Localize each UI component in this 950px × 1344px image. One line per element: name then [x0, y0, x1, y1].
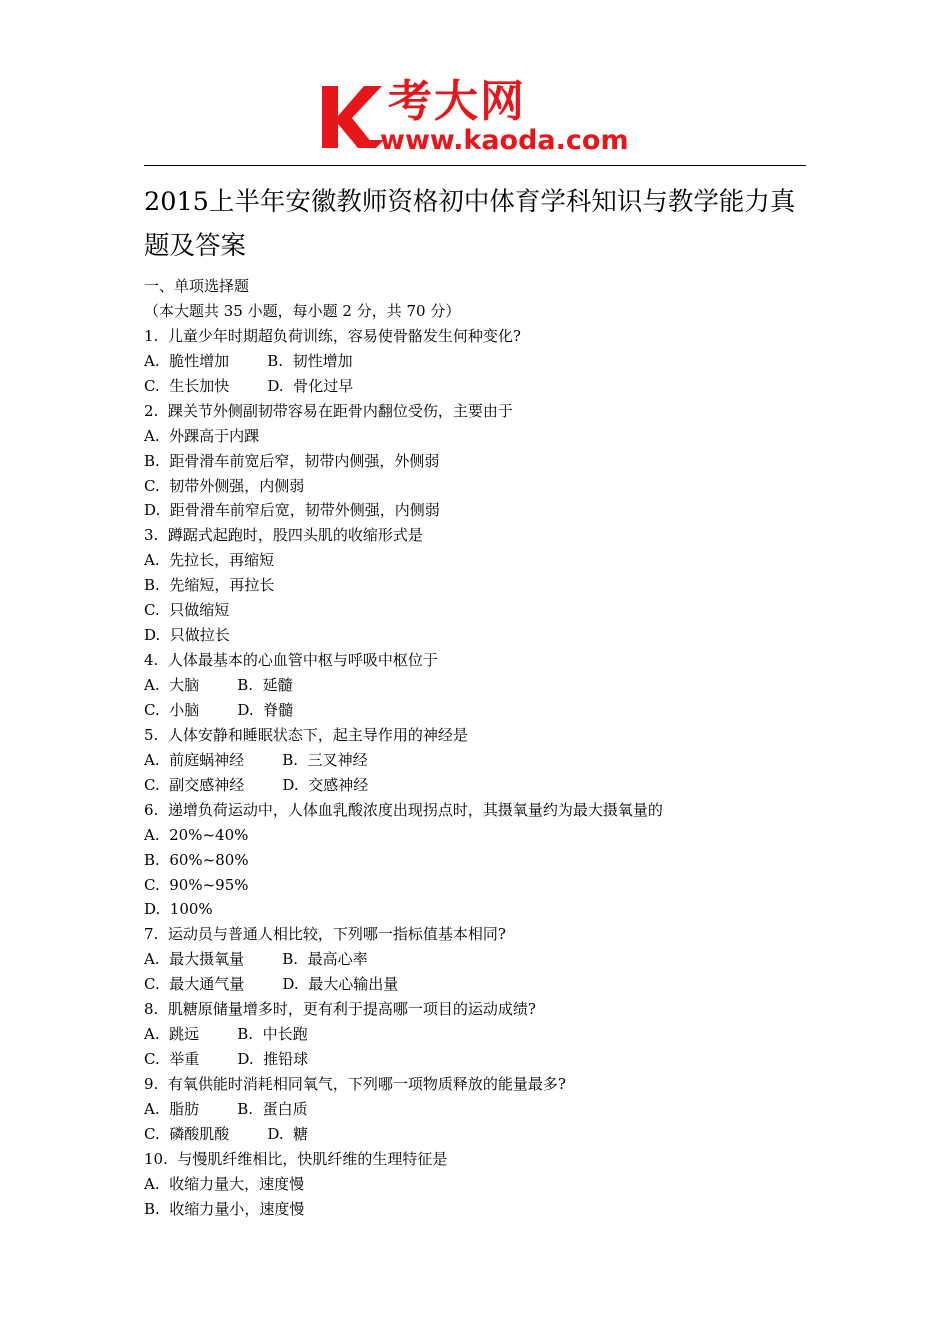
section-heading: 一、单项选择题 — [144, 277, 250, 295]
answer-option: A. 大脑 B. 延髓 — [144, 676, 293, 694]
answer-option: D. 100% — [144, 900, 213, 919]
answer-option: C. 生长加快 D. 骨化过早 — [144, 376, 354, 395]
section-note: （本大题共 35 小题，每小题 2 分，共 70 分） — [144, 301, 461, 320]
answer-option: C. 副交感神经 D. 交感神经 — [144, 775, 369, 794]
question-stem: 2. 踝关节外侧副韧带容易在距骨内翻位受伤，主要由于 — [144, 401, 513, 420]
answer-option: A. 跳远 B. 中长跑 — [144, 1025, 308, 1044]
page-title: 2015上半年安徽教师资格初中体育学科知识与教学能力真题及答案 — [144, 187, 796, 261]
answer-option: A. 脆性增加 B. 韧性增加 — [144, 351, 353, 370]
answer-option: C. 韧带外侧强，内侧弱 — [144, 476, 305, 495]
k-logo-icon — [318, 78, 388, 152]
question-stem: 5. 人体安静和睡眠状态下，起主导作用的神经是 — [144, 725, 468, 744]
answer-option: C. 小脑 D. 脊髓 — [144, 700, 294, 719]
answer-option: A. 20%~40% — [144, 825, 249, 844]
question-stem: 10. 与慢肌纤维相比，快肌纤维的生理特征是 — [144, 1149, 448, 1168]
question-stem: 6. 递增负荷运动中，人体血乳酸浓度出现拐点时，其摄氧量约为最大摄氧量的 — [144, 800, 663, 819]
answer-option: A. 前庭蜗神经 B. 三叉神经 — [144, 750, 368, 769]
answer-option: D. 距骨滑车前窄后宽，韧带外侧强，内侧弱 — [144, 501, 440, 520]
question-stem: 1. 儿童少年时期超负荷训练，容易使骨骼发生何种变化? — [144, 326, 521, 345]
question-stem: 9. 有氧供能时消耗相同氧气，下列哪一项物质释放的能量最多? — [144, 1075, 566, 1093]
answer-option: A. 脂肪 B. 蛋白质 — [144, 1099, 308, 1118]
answer-option: C. 最大通气量 D. 最大心输出量 — [144, 975, 399, 994]
answer-option: B. 距骨滑车前宽后窄，韧带内侧强，外侧弱 — [144, 451, 440, 470]
question-stem: 7. 运动员与普通人相比较，下列哪一指标值基本相同? — [144, 925, 506, 944]
question-stem: 4. 人体最基本的心血管中枢与呼吸中枢位于 — [144, 651, 438, 670]
answer-option: C. 举重 D. 推铅球 — [144, 1050, 309, 1069]
logo-chinese-text: 考大网 — [388, 76, 526, 127]
question-stem: 8. 肌糖原储量增多时，更有利于提高哪一项目的运动成绩? — [144, 1000, 536, 1019]
answer-option: A. 先拉长，再缩短 — [144, 551, 275, 570]
answer-option: B. 先缩短，再拉长 — [144, 576, 275, 595]
answer-option: A. 外踝高于内踝 — [144, 426, 260, 445]
answer-option: C. 90%~95% — [144, 875, 249, 894]
answer-option: B. 60%~80% — [144, 850, 249, 869]
question-list — [144, 274, 824, 1222]
logo-url-text: www.kaoda.com — [380, 125, 629, 156]
answer-option: A. 最大摄氧量 B. 最高心率 — [144, 950, 368, 969]
kaoda-logo — [318, 78, 638, 160]
question-stem: 3. 蹲踞式起跑时，股四头肌的收缩形式是 — [144, 526, 423, 545]
answer-option: B. 收缩力量小，速度慢 — [144, 1199, 305, 1218]
answer-option: C. 磷酸肌酸 D. 糖 — [144, 1124, 309, 1143]
header-divider — [144, 165, 806, 166]
answer-option: D. 只做拉长 — [144, 626, 230, 645]
answer-option: C. 只做缩短 — [144, 601, 230, 620]
answer-option: A. 收缩力量大，速度慢 — [144, 1174, 305, 1193]
